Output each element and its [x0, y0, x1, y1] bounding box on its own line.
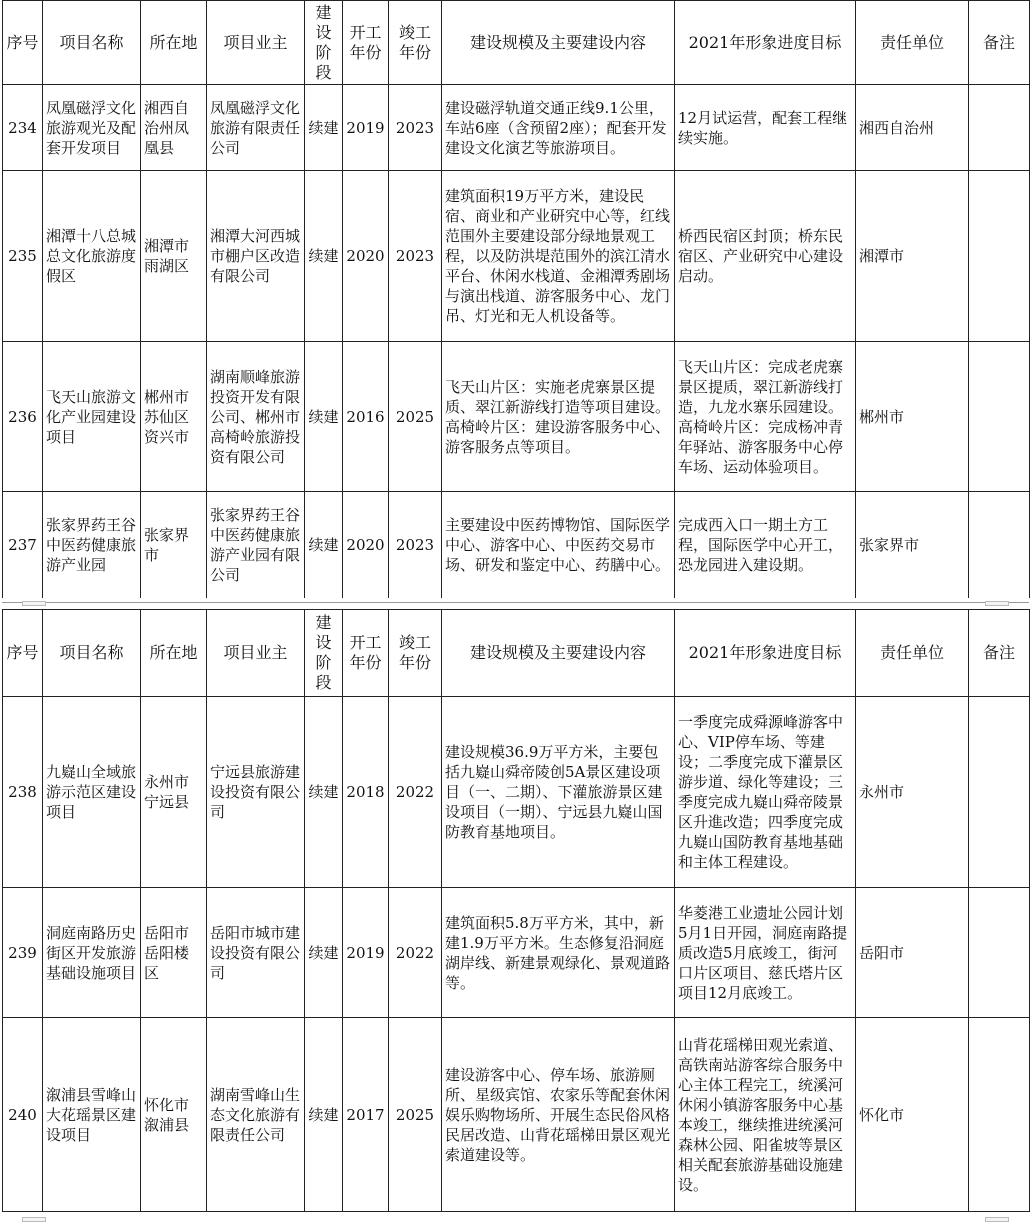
col-header-scope: 建设规模及主要建设内容: [442, 610, 675, 697]
cell-owner: 宁远县旅游建设投资有限公司: [207, 697, 305, 888]
cell-scope: 建筑面积5.8万平方米，其中，新建1.9万平方米。生态修复沿洞庭湖岸线、新建景观绿化、景观道路等。: [442, 888, 675, 1018]
page-corner-marker-bottom-right: [985, 1217, 1009, 1222]
cell-name: 湘潭十八总城总文化旅游度假区: [43, 171, 141, 342]
cell-owner: 岳阳市城市建设投资有限公司: [207, 888, 305, 1018]
cell-end-year: 2023: [389, 85, 442, 171]
cell-scope: 主要建设中医药博物馆、国际医学中心、游客中心、中医药交易市场、研发和鉴定中心、药膳中心。: [442, 492, 675, 599]
col-header-unit: 责任单位: [856, 610, 969, 697]
table-row: [3, 85, 1030, 171]
cell-start-year: 2020: [343, 171, 389, 342]
cell-seq: 235: [3, 171, 43, 342]
col-header-seq: 序号: [3, 1, 43, 85]
cell-name: 九嶷山全域旅游示范区建设项目: [43, 697, 141, 888]
col-header-remark: 备注: [969, 610, 1030, 697]
project-table-page-2: [2, 609, 1030, 1212]
cell-target: 桥西民宿区封顶；桥东民宿区、产业研究中心建设启动。: [675, 171, 856, 342]
col-header-target: 2021年形象进度目标: [675, 610, 856, 697]
cell-scope: 建设游客中心、停车场、旅游厕所、星级宾馆、农家乐等配套休闲娱乐购物场所、开展生态民俗风格民居改造、山背花瑶梯田景区观光索道建设等。: [442, 1018, 675, 1212]
cell-target: 完成西入口一期土方工程，国际医学中心开工，恐龙园进入建设期。: [675, 492, 856, 599]
page-break: [0, 598, 1031, 608]
cell-location: 张家界市: [141, 492, 207, 599]
cell-unit: 湘潭市: [856, 171, 969, 342]
cell-end-year: 2022: [389, 697, 442, 888]
col-header-owner: 项目业主: [207, 1, 305, 85]
page-break-line: [2, 602, 1029, 603]
cell-stage: 续建: [305, 1018, 343, 1212]
page-corner-marker-right: [985, 601, 1009, 606]
cell-end-year: 2025: [389, 342, 442, 492]
cell-remark: [969, 171, 1030, 342]
cell-remark: [969, 1018, 1030, 1212]
col-header-scope: 建设规模及主要建设内容: [442, 1, 675, 85]
cell-start-year: 2016: [343, 342, 389, 492]
col-header-end-year: 竣工年份: [389, 610, 442, 697]
cell-owner: 湖南顺峰旅游投资开发有限公司、郴州市高椅岭旅游投资有限公司: [207, 342, 305, 492]
cell-unit: 永州市: [856, 697, 969, 888]
col-header-start-year: 开工年份: [343, 1, 389, 85]
cell-scope: 建筑面积19万平方米，建设民宿、商业和产业研究中心等，红线范围外主要建设部分绿地景观工程，以及防洪堤范围外的滨江清水平台、休闲水栈道、金湘潭秀剧场与演出栈道、游客服务中心、龙门吊、灯光和无人机设备等。: [442, 171, 675, 342]
cell-start-year: 2020: [343, 492, 389, 599]
cell-name: 洞庭南路历史街区开发旅游基础设施项目: [43, 888, 141, 1018]
col-header-stage: 建设阶段: [305, 610, 343, 697]
cell-start-year: 2019: [343, 888, 389, 1018]
cell-stage: 续建: [305, 492, 343, 599]
cell-unit: 岳阳市: [856, 888, 969, 1018]
cell-seq: 240: [3, 1018, 43, 1212]
table-row: [3, 888, 1030, 1018]
cell-location: 郴州市苏仙区资兴市: [141, 342, 207, 492]
cell-owner: 张家界药王谷中医药健康旅游产业园有限公司: [207, 492, 305, 599]
cell-location: 怀化市溆浦县: [141, 1018, 207, 1212]
table-header-row: [3, 1, 1030, 85]
cell-stage: 续建: [305, 888, 343, 1018]
cell-name: 飞天山旅游文化产业园建设项目: [43, 342, 141, 492]
cell-start-year: 2017: [343, 1018, 389, 1212]
table-row: [3, 1018, 1030, 1212]
cell-target: 华菱港工业遗址公园计划5月1日开园，洞庭南路提质改造5月底竣工，街河口片区项目、慈氏塔片区项目12月底竣工。: [675, 888, 856, 1018]
col-header-end-year: 竣工年份: [389, 1, 442, 85]
cell-target: 山背花瑶梯田观光索道、高铁南站游客综合服务中心主体工程完工，统溪河休闲小镇游客服务中心基本竣工，继续推进统溪河森林公园、阳雀坡等景区相关配套旅游基础设施建设。: [675, 1018, 856, 1212]
cell-remark: [969, 85, 1030, 171]
col-header-location: 所在地: [141, 1, 207, 85]
cell-seq: 239: [3, 888, 43, 1018]
cell-unit: 郴州市: [856, 342, 969, 492]
table-row: [3, 697, 1030, 888]
cell-unit: 张家界市: [856, 492, 969, 599]
col-header-seq: 序号: [3, 610, 43, 697]
col-header-unit: 责任单位: [856, 1, 969, 85]
cell-end-year: 2025: [389, 1018, 442, 1212]
col-header-remark: 备注: [969, 1, 1030, 85]
col-header-name: 项目名称: [43, 610, 141, 697]
table-row: [3, 171, 1030, 342]
cell-name: 溆浦县雪峰山大花瑶景区建设项目: [43, 1018, 141, 1212]
cell-scope: 建设规模36.9万平方米，主要包括九嶷山舜帝陵创5A景区建设项目（一、二期）、下灌旅游景区建设项目（一期）、宁远县九嶷山国防教育基地项目。: [442, 697, 675, 888]
col-header-owner: 项目业主: [207, 610, 305, 697]
cell-owner: 湘潭大河西城市棚户区改造有限公司: [207, 171, 305, 342]
cell-end-year: 2022: [389, 888, 442, 1018]
col-header-target: 2021年形象进度目标: [675, 1, 856, 85]
cell-stage: 续建: [305, 697, 343, 888]
cell-name: 张家界药王谷中医药健康旅游产业园: [43, 492, 141, 599]
cell-location: 湘西自治州凤凰县: [141, 85, 207, 171]
page-corner-marker-bottom-left: [22, 1217, 46, 1222]
cell-location: 永州市宁远县: [141, 697, 207, 888]
cell-target: 飞天山片区：完成老虎寨景区提质，翠江新游线打造，九龙水寨乐园建设。高椅岭片区：完成杨冲青年驿站、游客服务中心停车场、运动体验项目。: [675, 342, 856, 492]
cell-start-year: 2019: [343, 85, 389, 171]
table-row: [3, 342, 1030, 492]
cell-seq: 236: [3, 342, 43, 492]
table-row: [3, 492, 1030, 599]
cell-remark: [969, 492, 1030, 599]
cell-location: 岳阳市岳阳楼区: [141, 888, 207, 1018]
cell-seq: 237: [3, 492, 43, 599]
cell-owner: 湖南雪峰山生态文化旅游有限责任公司: [207, 1018, 305, 1212]
cell-stage: 续建: [305, 85, 343, 171]
cell-owner: 凤凰磁浮文化旅游有限责任公司: [207, 85, 305, 171]
cell-seq: 234: [3, 85, 43, 171]
col-header-name: 项目名称: [43, 1, 141, 85]
cell-stage: 续建: [305, 342, 343, 492]
cell-unit: 怀化市: [856, 1018, 969, 1212]
cell-unit: 湘西自治州: [856, 85, 969, 171]
cell-remark: [969, 888, 1030, 1018]
cell-scope: 建设磁浮轨道交通正线9.1公里，车站6座（含预留2座）；配套开发建设文化演艺等旅游项目。: [442, 85, 675, 171]
cell-name: 凤凰磁浮文化旅游观光及配套开发项目: [43, 85, 141, 171]
cell-target: 一季度完成舜源峰游客中心、VIP停车场、等建设；二季度完成下灌景区游步道、绿化等建设；三季度完成九嶷山舜帝陵景区升進改造；四季度完成九嶷山国防教育基地基础和主体工程建设。: [675, 697, 856, 888]
col-header-start-year: 开工年份: [343, 610, 389, 697]
cell-target: 12月试运营，配套工程继续实施。: [675, 85, 856, 171]
table-header-row: [3, 610, 1030, 697]
col-header-location: 所在地: [141, 610, 207, 697]
col-header-stage: 建设阶段: [305, 1, 343, 85]
cell-remark: [969, 342, 1030, 492]
cell-stage: 续建: [305, 171, 343, 342]
cell-location: 湘潭市雨湖区: [141, 171, 207, 342]
cell-end-year: 2023: [389, 171, 442, 342]
cell-seq: 238: [3, 697, 43, 888]
cell-scope: 飞天山片区：实施老虎寨景区提质、翠江新游线打造等项目建设。高椅岭片区：建设游客服务中心、游客服务点等项目。: [442, 342, 675, 492]
project-table-page-1: [2, 0, 1030, 599]
cell-end-year: 2023: [389, 492, 442, 599]
page-corner-marker-left: [22, 601, 46, 606]
cell-remark: [969, 697, 1030, 888]
cell-start-year: 2018: [343, 697, 389, 888]
